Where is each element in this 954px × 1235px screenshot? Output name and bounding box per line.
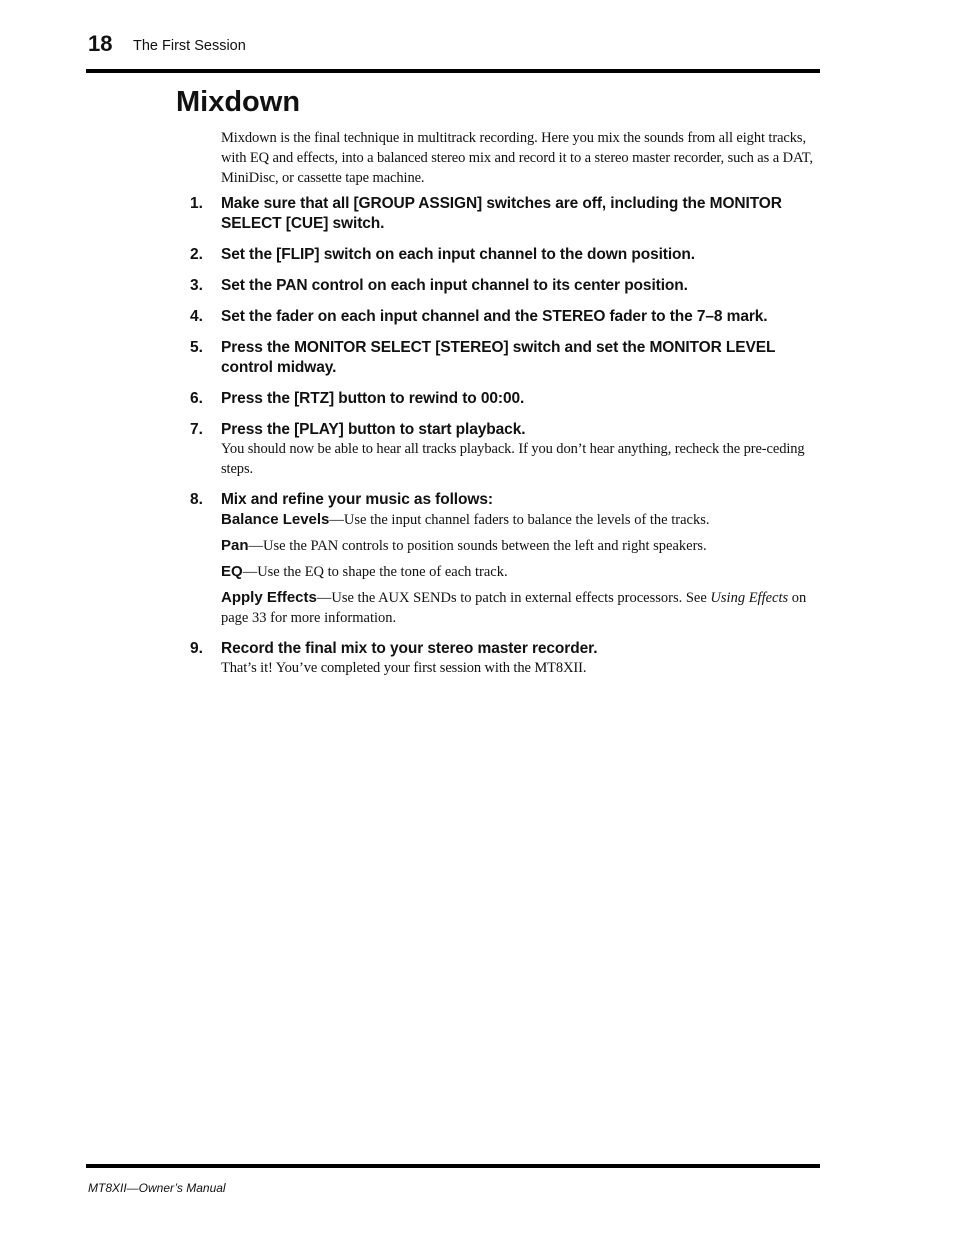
mix-option-eq — [221, 562, 821, 582]
step-body: You should now be able to hear all tracks playback. If you don’t hear anything, recheck the pre-ceding steps. — [221, 441, 805, 477]
mix-option-desc: —Use the EQ to shape the tone of each track. — [242, 564, 508, 580]
step-text: Press the [PLAY] button to start playback. — [221, 421, 526, 438]
page-footer: MT8XII—Owner’s Manual — [88, 1181, 226, 1195]
step-text: Make sure that all [GROUP ASSIGN] switches are off, including the MONITOR SELECT [CUE] switch. — [221, 195, 782, 232]
page-title: Mixdown — [176, 86, 301, 118]
step-number: 8. — [190, 491, 203, 508]
step-number: 9. — [190, 640, 203, 657]
intro-paragraph: Mixdown is the final technique in multitrack recording. Here you mix the sounds from all eight tracks, with EQ and effects, into a balanced stereo mix and record it to a stereo master recorder, such as a DAT, MiniDisc, or cassette tape machine. — [221, 130, 813, 186]
step-number: 6. — [190, 390, 203, 407]
step-5 — [187, 338, 821, 378]
step-number: 4. — [190, 308, 203, 325]
step-text: Press the MONITOR SELECT [STEREO] switch and set the MONITOR LEVEL control midway. — [221, 339, 776, 376]
step-text: Set the [FLIP] switch on each input channel to the down position. — [221, 246, 696, 263]
step-2 — [187, 245, 821, 265]
mix-option-term: Apply Effects — [221, 589, 317, 606]
step-text: Set the fader on each input channel and the STEREO fader to the 7–8 mark. — [221, 308, 768, 325]
step-body: That’s it! You’ve completed your first session with the MT8XII. — [221, 660, 587, 676]
step-3 — [187, 276, 821, 296]
cross-reference-link[interactable]: Using Effects — [710, 590, 789, 606]
mix-option-desc: —Use the AUX SENDs to patch in external effects processors. See — [316, 590, 711, 606]
step-6 — [187, 389, 821, 409]
mix-option-balance — [221, 510, 821, 530]
step-4 — [187, 307, 821, 327]
step-number: 5. — [190, 339, 203, 356]
step-text: Record the final mix to your stereo master recorder. — [221, 640, 598, 657]
step-8 — [187, 490, 821, 628]
header-rule — [86, 69, 820, 73]
mix-option-desc: —Use the PAN controls to position sounds between the left and right speakers. — [248, 538, 707, 554]
mix-option-pan — [221, 536, 821, 556]
mix-options-list — [221, 510, 821, 628]
mix-option-effects — [221, 588, 821, 628]
mix-option-desc-end: on page 33 for more information. — [221, 590, 807, 626]
step-number: 3. — [190, 277, 203, 294]
step-text: Press the [RTZ] button to rewind to 00:00. — [221, 390, 525, 407]
step-9 — [187, 639, 821, 679]
step-text: Set the PAN control on each input channel to its center position. — [221, 277, 688, 294]
mix-option-term: Pan — [221, 537, 249, 554]
mix-option-term: Balance Levels — [221, 511, 330, 528]
footer-rule — [86, 1164, 820, 1168]
mix-option-desc: —Use the input channel faders to balance the levels of the tracks. — [329, 512, 710, 528]
step-text: Mix and refine your music as follows: — [221, 491, 493, 508]
step-number: 1. — [190, 195, 203, 212]
mix-option-term: EQ — [221, 563, 243, 580]
page-number: 18 — [88, 31, 113, 56]
step-number: 2. — [190, 246, 203, 263]
step-number: 7. — [190, 421, 203, 438]
step-7 — [187, 420, 821, 479]
section-name: The First Session — [133, 38, 246, 54]
step-1 — [187, 194, 821, 234]
main-content — [187, 128, 821, 690]
